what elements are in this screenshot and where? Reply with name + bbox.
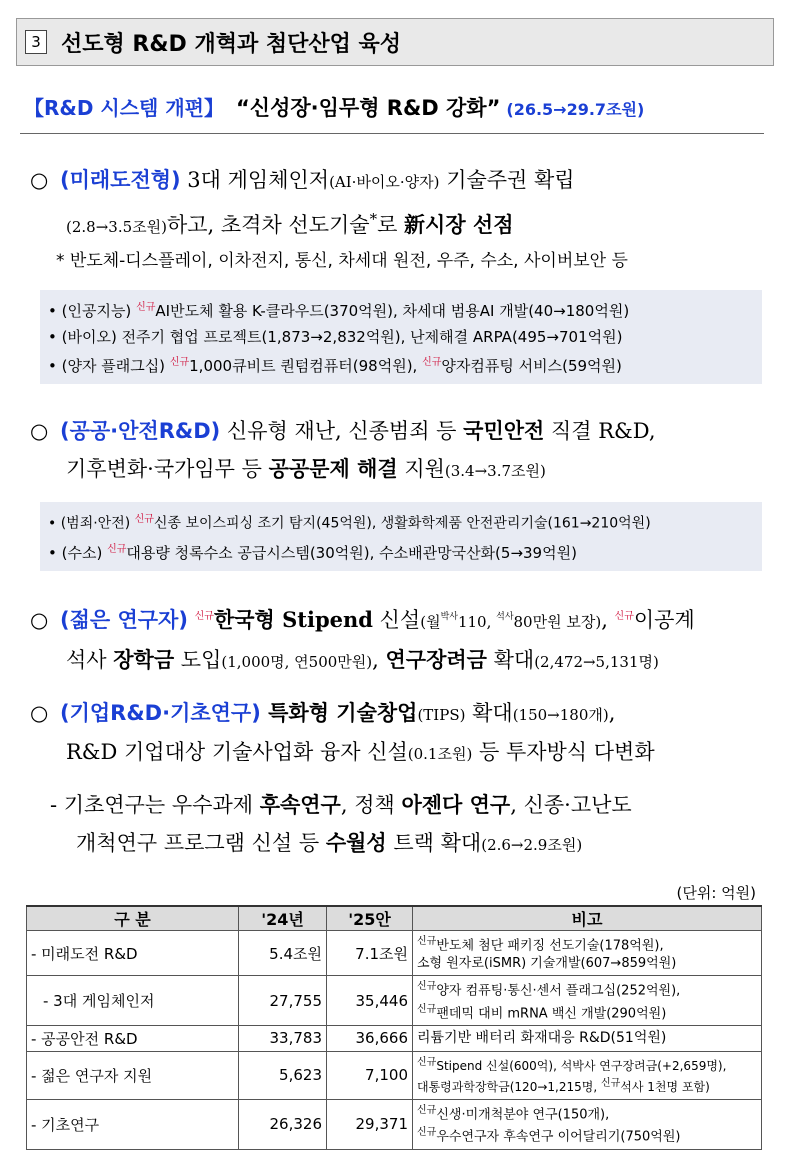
list-item: • (양자 플래그십) $^{신규}$1,000큐비트 퀀텀컴퓨터(98억원), $^{신규}$양자컴퓨팅 서비스(59억원): [48, 357, 622, 375]
category-label: (미래도전형): [60, 168, 181, 192]
text-bold: 후속연구: [259, 792, 341, 817]
row-2024: 5,623: [239, 1051, 327, 1099]
bullet-circle: ○: [30, 608, 49, 632]
row-2025: 29,371: [327, 1099, 413, 1149]
subheading-main: “신성장·임무형 R&D 강화”: [235, 96, 501, 120]
unit-label: (단위: 억원): [676, 884, 756, 902]
subheading-amount: (26.5→29.7조원): [506, 100, 645, 119]
new-badge: 신규: [417, 981, 437, 993]
new-badge: 신규: [194, 611, 214, 622]
new-badge: 신규: [136, 302, 156, 313]
paragraph-basic-research: [50, 786, 632, 864]
new-badge: 신규: [417, 1003, 437, 1015]
row-2024: 33,783: [239, 1025, 327, 1051]
row-note: [413, 931, 762, 976]
row-2024: 26,326: [239, 1099, 327, 1149]
text: 대용량 청록수소 공급시스템(30억원), 수소배관망국산화(5→39억원): [126, 543, 577, 562]
subheading: [24, 92, 644, 122]
table-header-row: [27, 906, 762, 931]
text: (2,472→5,131명): [534, 653, 659, 671]
row-name: - 공공안전 R&D: [27, 1025, 239, 1051]
text: (2.8→3.5조원): [66, 218, 167, 236]
row-2024: 5.4조원: [239, 931, 327, 976]
text: 소형 원자로(iSMR) 기술개발(607→859억원): [417, 956, 677, 972]
paragraph-corporate-basic: [30, 694, 655, 773]
new-badge: 신규: [107, 543, 127, 555]
row-name: - 미래도전 R&D: [27, 931, 239, 976]
text: 양자 컴퓨팅·통신·센서 플래그십(252억원),: [436, 983, 681, 999]
text: 기술주권 확립: [439, 168, 575, 192]
text: Stipend 신설(600억), 석박사 연구장려금(+2,659명),: [436, 1059, 727, 1074]
text: 확대: [486, 648, 535, 672]
bullet-circle: ○: [30, 701, 49, 725]
text-bold: 특화형 기술창업: [260, 700, 418, 725]
text-bold: 한국형 Stipend: [213, 607, 373, 632]
text: , 신종·고난도: [510, 793, 632, 817]
text: 대통령과학장학금(120→1,215명,: [417, 1080, 601, 1095]
row-2025: 7,100: [327, 1051, 413, 1099]
text: 등 투자방식 다변화: [472, 740, 655, 764]
header-note: 비고: [413, 906, 762, 931]
text: 개척연구 프로그램 신설 등: [76, 831, 326, 855]
text: AI반도체 활용 K-클라우드(370억원), 차세대 범용AI 개발(40→180억원): [155, 302, 630, 320]
table-row: [27, 1099, 762, 1149]
text: 트랙 확대: [386, 831, 482, 855]
text: (0.1조원): [407, 745, 473, 763]
section-number: 3: [25, 30, 47, 54]
list-item: • (인공지능) $^{신규}$AI반도체 활용 K-클라우드(370억원), 차세대 범용AI 개발(40→180억원): [48, 302, 630, 320]
text: 팬데믹 대비 mRNA 백신 개발(290억원): [436, 1005, 667, 1021]
text-bold: 장학금: [113, 647, 175, 672]
list-item: • (바이오) 전주기 협업 프로젝트(1,873→2,832억원), 난제해결 ARPA(495→701억원): [48, 328, 623, 346]
footnote-mark: *: [369, 210, 378, 228]
detail-box-1: [40, 290, 762, 384]
text: 확대: [465, 701, 513, 725]
text: 80만원 보장): [513, 613, 602, 631]
text: 석사 1천명 포함): [620, 1080, 710, 1095]
text: 1,000큐비트 퀀텀컴퓨터(98억원),: [189, 357, 423, 375]
new-badge: 신규: [614, 611, 634, 622]
budget-table: [26, 905, 762, 1150]
new-badge: 신규: [417, 936, 437, 947]
text: (3.4→3.7조원): [444, 462, 546, 480]
text: (월: [420, 613, 441, 631]
row-name: - 젊은 연구자 지원: [27, 1051, 239, 1099]
text: 석사: [66, 648, 114, 672]
new-badge: 신규: [169, 357, 190, 368]
text: 110,: [457, 613, 497, 631]
text-bold: 新시장 선점: [404, 212, 514, 237]
text: 신설: [372, 608, 421, 632]
row-name: - 기초연구: [27, 1099, 239, 1149]
text: - 기초연구는 우수과제: [50, 793, 260, 817]
list-item: • (범죄·안전) $^{신규}$신종 보이스피싱 조기 탐지(45억원), 생활화학제품 안전관리기술(161→210억원): [48, 514, 651, 532]
text-bold: 수월성: [325, 830, 387, 855]
footnote: * 반도체-디스플레이, 이차전지, 통신, 차세대 원전, 우주, 수소, 사이버보안 등: [56, 251, 628, 271]
text: 박사: [440, 612, 458, 622]
row-2024: 27,755: [239, 976, 327, 1026]
text: ,: [608, 701, 616, 725]
text: ,: [601, 608, 615, 632]
text: (150→180개): [512, 706, 609, 724]
bullet-circle: ○: [30, 168, 49, 192]
new-badge: 신규: [417, 1057, 437, 1069]
new-badge: 신규: [417, 1127, 437, 1139]
section-title-bar: [16, 18, 774, 66]
row-note: [413, 976, 762, 1026]
text: (1,000명, 연500만원): [221, 653, 373, 671]
header-2025: '25안: [327, 906, 413, 931]
divider: [20, 133, 764, 134]
text: (2.6→2.9조원): [481, 836, 583, 854]
row-note: [413, 1099, 762, 1149]
table-row: [27, 1051, 762, 1099]
header-category: 구 분: [27, 906, 239, 931]
new-badge: 신규: [600, 1078, 621, 1090]
text: R&D 기업대상 기술사업화 융자 신설: [66, 740, 408, 764]
subheading-tag: 【R&D 시스템 개편】: [24, 96, 224, 120]
new-badge: 신규: [422, 357, 442, 368]
row-2025: 35,446: [327, 976, 413, 1026]
list-item: • (수소) $^{신규}$대용량 청록수소 공급시스템(30억원), 수소배관망국산화(5→39억원): [48, 543, 577, 562]
text: 도입: [174, 648, 222, 672]
text: , 정책: [340, 793, 402, 817]
text: 지원: [397, 457, 445, 481]
text-bold: 연구장려금: [385, 647, 487, 672]
text: 기후변화·국가임무 등: [66, 457, 269, 481]
text: (AI·바이오·양자): [329, 173, 440, 191]
text: (바이오) 전주기 협업 프로젝트(1,873→2,832억원), 난제해결 ARPA(495→701억원): [61, 328, 623, 346]
text: 신종 보이스피싱 조기 탐지(45억원), 생활화학제품 안전관리기술(161→210억원): [153, 515, 651, 532]
text: (수소): [61, 543, 108, 562]
text: 로: [377, 213, 405, 237]
detail-box-2: [40, 502, 762, 571]
text: (범죄·안전): [60, 515, 135, 532]
text: 석사: [496, 612, 514, 622]
row-note: 리튬기반 배터리 화재대응 R&D(51억원): [413, 1025, 762, 1051]
text: ,: [372, 648, 386, 672]
category-label: (기업R&D·기초연구): [60, 701, 261, 725]
paragraph-public-safety: [30, 412, 656, 490]
text: 우수연구자 후속연구 이어달리기(750억원): [436, 1129, 681, 1145]
text: 반도체 첨단 패키징 선도기술(178억원),: [436, 938, 664, 954]
text: 신유형 재난, 신종범죄 등: [220, 419, 464, 443]
text-bold: 국민안전: [463, 418, 545, 443]
text: 직결 R&D,: [544, 419, 656, 443]
text-bold: 아젠다 연구: [401, 792, 511, 817]
header-2024: '24년: [239, 906, 327, 931]
text: (양자 플래그십): [61, 357, 170, 375]
text: (인공지능): [61, 302, 137, 320]
row-name: - 3대 게임체인저: [27, 976, 239, 1026]
text: 하고, 초격차 선도기술: [166, 213, 370, 237]
text: 3대 게임체인저: [180, 168, 330, 192]
paragraph-young-researchers: [30, 598, 695, 681]
text: 양자컴퓨팅 서비스(59억원): [441, 357, 622, 375]
new-badge: 신규: [417, 1105, 437, 1117]
table-row: [27, 1025, 762, 1051]
text: 이공계: [633, 608, 695, 632]
row-note: [413, 1051, 762, 1099]
category-label: (젊은 연구자): [60, 608, 188, 632]
row-2025: 36,666: [327, 1025, 413, 1051]
table-row: [27, 931, 762, 976]
paragraph-future-challenge: [30, 162, 575, 246]
bullet-circle: ○: [30, 419, 49, 443]
text: (TIPS): [417, 706, 466, 724]
new-badge: 신규: [134, 514, 154, 525]
text-bold: 공공문제 해결: [268, 456, 398, 481]
table-row: [27, 976, 762, 1026]
section-title: 선도형 R&D 개혁과 첨단산업 육성: [61, 31, 402, 57]
text: 신생·미개척분야 연구(150개),: [436, 1107, 610, 1123]
row-2025: 7.1조원: [327, 931, 413, 976]
category-label: (공공·안전R&D): [60, 419, 221, 443]
